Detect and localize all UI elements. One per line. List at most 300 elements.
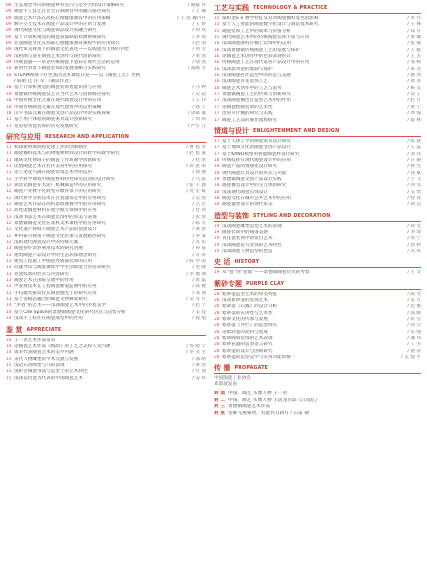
page-number: 11 [6, 176, 12, 182]
history-list [214, 270, 421, 276]
article-author: / 冯 亮 [407, 249, 421, 254]
page-number: 20 [214, 317, 220, 323]
article-title: 紫砂陶刻装饰的艺术表现 [222, 336, 273, 342]
article-title: “矛盾”的艺术——浅谈陶瓷艺术中的矛盾美学 [14, 303, 107, 309]
page-number: 13 [6, 252, 12, 258]
article-title: 紫砂壶的造型美学与实用功能的统一 [222, 355, 296, 361]
page-number: 16 [214, 85, 220, 91]
page-number: 20 [214, 298, 220, 304]
article-title: 论工笔花鸟画在陶瓷装饰艺术中的运用 [14, 170, 93, 176]
publisher-line: 中国陶瓷工业协会 [214, 376, 251, 382]
article-author: / 潘 伟 [407, 336, 421, 342]
cover-text: 望眸飞燕蒙幼，有此怀丑执月 / 石苗 敬 [228, 410, 310, 416]
section-subtitle: TECHNOLOGY & PRACTICE [253, 6, 328, 11]
page-number: 10 [6, 66, 12, 72]
page-number: 20 [214, 348, 220, 354]
article-title: 陶瓷工艺品的制作流程研究 [222, 117, 278, 123]
article-author: / 诸葛 诚 [187, 110, 206, 116]
page-number: 16 [214, 41, 220, 47]
page-number: 18 [214, 170, 220, 176]
article-title: 浅谈陶瓷花鸟装饰的艺术特色 [222, 242, 282, 248]
article-title: 景德镇传统陶瓷技艺在当代艺术与创新路径探究 [14, 91, 111, 97]
article-title: 龙泉窑青瓷装饰的历史发展研究 [14, 123, 79, 129]
page-number: 18 [214, 195, 220, 201]
left-column [6, 3, 206, 583]
article-title: 现代科学分析技术在古瓷器鉴定中的应用研究 [14, 195, 106, 201]
page-number: 10 [6, 98, 12, 104]
toc-entry[interactable] [6, 376, 206, 382]
article-title: 现代陶瓷灯具设计的形式与功能 [222, 170, 287, 176]
page-number: 09 [6, 15, 12, 21]
page-number: 19 [214, 249, 220, 254]
page-number: 11 [6, 170, 12, 176]
article-author: / 徐 丽 [192, 170, 206, 176]
page-number: 18 [214, 176, 220, 182]
page-number: 12 [6, 227, 12, 233]
page-number: 19 [214, 223, 220, 229]
article-author: / 孙 文 [407, 223, 421, 229]
article-title: 陶瓷产业数字化转型升级背景下的应用研究 [14, 189, 102, 195]
article-author: / 马 骁 [192, 176, 206, 182]
page-number: 12 [6, 189, 12, 195]
article-author: / 张 敏 [407, 41, 421, 47]
article-title: 汉字书法元素在陶瓷文创产品设计中的实践探索 [14, 110, 111, 116]
article-author: / 朱 杰 [407, 66, 421, 72]
section-header-styling [214, 212, 421, 222]
page-number: 15 [214, 35, 220, 41]
section-subtitle: HISTORY [234, 260, 260, 266]
article-author: / 李 瑶 [192, 34, 206, 40]
article-title: 浅谈以钧瓷为代表的中国陶瓷艺术 [14, 375, 83, 381]
article-title: 陶瓷艺术创作中的工艺与思考 [222, 85, 282, 91]
section-subtitle: STYLING AND DECORATION [253, 213, 331, 219]
article-title: 基于人体工学的陶瓷茶具设计研究 [222, 138, 291, 144]
page-number: 09 [6, 22, 12, 28]
article-author: / 王 婷 [192, 22, 206, 28]
page-number: 16 [214, 73, 220, 79]
article-author: / 孙 辰 [192, 246, 206, 252]
article-title: 陶瓷艺术在国际交流中的作用 [14, 278, 74, 284]
article-author: / 周 海 [407, 111, 421, 117]
article-title: 汝窑开片釉的研究与实践 [222, 111, 273, 117]
article-author: / 陈 中 雨 [186, 259, 206, 265]
article-author: / 王 杰 [407, 54, 421, 60]
article-title: 新时代背景下陶瓷装饰的发展策略与实践研究 [14, 66, 106, 72]
article-title: 基于KANO模型的智能陶瓷杯设计研究 [222, 151, 300, 157]
article-author: / 何 雯 [407, 183, 421, 189]
article-author: / 黄 涛 [407, 79, 421, 85]
page-number: 17 [214, 145, 220, 151]
section-title: 传 播 [214, 364, 231, 373]
page-number: 12 [6, 233, 12, 239]
page-number: 14 [6, 309, 12, 315]
article-author: / 黄 凯 [192, 362, 206, 368]
page-number: 16 [214, 66, 220, 72]
page-number: 20 [214, 323, 220, 329]
page-number: 13 [6, 259, 12, 265]
page-number: 18 [214, 202, 220, 208]
section-subtitle: RESEARCH AND APPLICATION [45, 134, 130, 140]
article-author: / 王 林 [407, 22, 421, 28]
article-title: 乡村振兴视角下陶瓷文化传承与发展路径研究 [14, 233, 106, 239]
page-number: 11 [6, 157, 12, 163]
page-number: 09 [6, 28, 12, 34]
article-title: 浅谈现代陶瓷首饰设计 [222, 189, 268, 195]
article-title: 论紫砂壶的泥料与烧成 [222, 329, 268, 335]
article-title: 紫砂壶《石瓢》的设计分析 [222, 304, 278, 310]
section-header-propagate [214, 364, 421, 374]
page-number: 15 [214, 16, 220, 21]
article-title: 浅析古陶瓷书法与造型上的艺术特色 [14, 369, 88, 375]
page-number: 11 [6, 163, 12, 169]
article-title: 生态理念导向的陶瓷材料室内与室外空间设计策略研究 [14, 3, 125, 8]
page-number: 15 [6, 369, 12, 375]
article-author: / 赵 思 嘉 [186, 151, 206, 157]
article-author: / 赵 宁 [192, 303, 206, 309]
article-title: 中国传统陶瓷元素在现代建筑中的运用策略 [14, 104, 102, 110]
article-title: 陶瓷产品的情感化设计研究 [222, 164, 278, 170]
article-author: / 钱 斌 [407, 170, 421, 176]
article-author: / 邵 刚 [407, 310, 421, 316]
section-subtitle: APPRECIATE [26, 327, 62, 333]
page-number: 13 [6, 278, 12, 284]
toc-entry[interactable] [214, 355, 421, 361]
purple-list [214, 292, 421, 362]
page-number: 13 [6, 265, 12, 271]
article-title: STEAM视域下红色基因美术课程开发——以《陶瓷工艺》为例 [14, 72, 140, 78]
page-number: 15 [214, 28, 220, 34]
article-author: / 倪 涛 [407, 348, 421, 354]
page-number: 13 [6, 297, 12, 303]
page-number: 09 [6, 60, 12, 66]
page-number: 18 [214, 157, 220, 163]
article-author: / 沈 宏 斌 [186, 189, 206, 195]
article-title: 小学科学课程中陶瓷材料特性探究活动的设计研究 [14, 176, 116, 182]
article-author: / 李 丹 [407, 16, 421, 21]
page-number: 17 [214, 104, 220, 110]
article-author: / 王 玲 [192, 98, 206, 104]
article-title: 浅谈陶瓷雕塑造型艺术的表现 [222, 223, 282, 229]
article-author: / 于 飞 [407, 176, 421, 182]
article-title: 景德镇陶瓷文创产品设计实践 [222, 176, 282, 182]
article-title: 浅谈陶瓷釉色在造型艺术中的作用 [222, 98, 291, 104]
article-title: 现代陶瓷艺术中的传统陶瓷装饰手法与应用 [222, 35, 310, 41]
section-header-research [6, 133, 206, 143]
toc-entry[interactable] [214, 249, 421, 255]
cover-entry [214, 411, 421, 418]
article-author: / 吴 凡 [407, 298, 421, 304]
page-number: 19 [214, 229, 220, 235]
article-title: 陶瓷釉料技术与药物缓释材料设计的跨学科教学研究 [14, 151, 120, 157]
article-author: / 何 岚 [192, 28, 206, 34]
article-author: / 蒋 雪 [407, 317, 421, 323]
section-header-purple [214, 280, 421, 290]
section-title: 史 话 [214, 258, 231, 267]
article-author: / 黄 智 [192, 227, 206, 233]
article-author: / 杨 光 [407, 164, 421, 170]
page-number: 16 [214, 47, 220, 53]
article-author: / 曹 程 华 [186, 144, 206, 150]
article-title: 论陶瓷绘画装饰的艺术性 [222, 104, 273, 110]
article-title: 基于计算机视觉的陶瓷表面缺陷检测系统研究 [14, 34, 106, 40]
article-author: / 黄 璐 [407, 35, 421, 41]
article-author: / 蔡 林 [407, 117, 421, 123]
page-number: 09 [6, 41, 12, 47]
article-title: 基于地域文化的陶瓷文创产品设计 [222, 145, 291, 151]
article-author: / 吴 非 凡 [186, 297, 206, 303]
article-author: / 黄 磊 [192, 278, 206, 284]
article-author: / 何 立 [407, 323, 421, 329]
article-author: / 吕 若 [192, 201, 206, 207]
article-title: 紫砂壶的实用性与艺术性 [222, 310, 273, 316]
article-author: / 程 旭 [192, 316, 206, 322]
page-number: 17 [214, 138, 220, 144]
article-author: / 杜 凯 [192, 157, 206, 163]
article-author: / 张 宇 涵 [186, 182, 206, 188]
section-subtitle: PROPAGATE [234, 366, 269, 372]
article-title: 从“瓷”到“瓷都”——景德镇陶瓷历史的考察 [222, 270, 310, 276]
article-author: / 许 静 [407, 157, 421, 163]
article-author: / 黄 凯 [192, 53, 206, 59]
page-number: 20 [214, 310, 220, 316]
page-number: 17 [214, 117, 220, 123]
article-title: 高性能陶瓷材料在航空航天领域中的应用 [14, 208, 97, 214]
article-author: / 王 媛 [407, 47, 421, 53]
article-author: / 郭 婷 [407, 242, 421, 248]
article-author: / 苏 乐 [192, 240, 206, 246]
article-title: 传统瓷器——试论传统陶瓷下瓷彩在现代生活的运用 [14, 60, 120, 66]
article-title: 民俗陶瓷艺术在社区美育中的应用探究 [14, 163, 93, 169]
page-number: 12 [6, 208, 12, 214]
article-title: 陶瓷手工技艺在非全日制教育中的融入路径探究 [14, 9, 111, 15]
page-number: 14 [6, 316, 12, 322]
article-author: / 陈 晨 [407, 138, 421, 144]
article-author: / 郭 宁 [192, 104, 206, 110]
page-number: 16 [214, 54, 220, 60]
page-number: 17 [214, 92, 220, 98]
article-title: 陶瓷器型设计的现代审美 [222, 202, 273, 208]
article-title: 浅谈陶瓷青花装饰工艺 [222, 79, 268, 85]
article-title: 浅谈影青瓷的烧制与保护 [222, 66, 273, 72]
section-header-enlight [214, 127, 421, 137]
article-author: / 李 成 [192, 233, 206, 239]
toc-entry[interactable] [214, 202, 421, 208]
article-title: 浅谈陶瓷人物造型的塑造 [222, 249, 273, 254]
page-number: 16 [214, 60, 220, 66]
article-title: 传统纹样在现代陶瓷设计中的应用 [222, 157, 291, 163]
page-number: 18 [214, 164, 220, 170]
article-author: / 吴 滢 [192, 309, 206, 315]
article-author: / 王 蕊 [407, 145, 421, 151]
page-number: 15 [6, 362, 12, 368]
article-title: 探析金矿矿物学特征及其对陶瓷釉料发色的影响 [222, 16, 319, 21]
left-top-list [6, 3, 206, 130]
section-subtitle: ENLIGHTENMENT AND DESIGN [253, 128, 340, 134]
article-author: / 吴 超 [192, 91, 206, 97]
page-number: 14 [6, 337, 12, 343]
article-title: 浅析陶与瓷在陶瓷艺术创作与现代创新探究 [14, 53, 102, 59]
cover-text: 中国、陶艺 头像人物 王一君 [228, 391, 288, 397]
cover-text: 景德镇陶瓷艺术作品 [228, 404, 271, 410]
article-title: 论陶瓷艺术创作中的色彩表现形式 [222, 54, 291, 60]
appreciate-list [6, 338, 206, 382]
toc-entry[interactable] [214, 118, 421, 124]
article-author: / 马 婷 [192, 85, 206, 91]
page-number: 13 [6, 290, 12, 296]
article-author: / 吴 怡 [407, 189, 421, 195]
page-number: 13 [6, 284, 12, 290]
article-author: / 刘 伟 [407, 151, 421, 157]
page-number: 11 [6, 117, 12, 123]
page-number: 17 [214, 111, 220, 117]
article-author: / 刘 洁 [407, 202, 421, 208]
article-author: / 郑晓 芳 [187, 66, 206, 72]
section-header-history [214, 258, 421, 268]
article-author: / 王 文 [407, 270, 421, 276]
cover-label: 封 二 [214, 397, 226, 403]
article-title: 文化遗产视域下陶瓷艺术产品的创意设计 [14, 227, 97, 233]
article-author: / 陈 芳 [192, 221, 206, 226]
page-number: 12 [6, 201, 12, 207]
page-number: 14 [6, 303, 12, 309]
section-title: 研究与应用 [6, 132, 41, 141]
article-author: / 廖 冰 [407, 73, 421, 79]
publisher-line: 邓韵波发表 [214, 382, 237, 388]
page-number: 10 [6, 110, 12, 116]
page-number: 19 [214, 270, 220, 276]
article-author: / 王 超 魏丹丹 [177, 15, 206, 21]
tech-list [214, 16, 421, 124]
article-title: 浅析现代陶瓷设计中的传统元素 [14, 240, 79, 246]
article-author: / 郑 丹 [407, 28, 421, 34]
article-title: / 陈娟 佳 汪 军 （通讯作者） [14, 79, 74, 85]
page-number: 12 [6, 240, 12, 246]
page-number: 14 [6, 343, 12, 349]
article-author: / 方 涛 [192, 252, 206, 258]
page-number: 17 [214, 98, 220, 104]
section-title: 造型与装饰 [214, 211, 249, 220]
page-number: 12 [6, 221, 12, 226]
article-title: 陶瓷文化在城市公共艺术中的应用 [222, 195, 291, 201]
article-title: 紫砂文化的传承与发展 [222, 317, 268, 323]
section-header-appreciate [6, 326, 206, 336]
article-author: / 黄 宁 [407, 104, 421, 110]
article-author: / 杨 昊 [407, 85, 421, 91]
article-author: / 刘 思 萌 [186, 163, 206, 169]
article-title: 陶瓷艺术疗法在高校心理健康教育中的应用策略 [14, 15, 111, 21]
article-author: / 安 科 [192, 375, 206, 381]
page-number: 09 [6, 9, 12, 15]
cover-info [214, 391, 421, 417]
article-author: / 程 真 [407, 195, 421, 201]
article-author: / 金 晓 [192, 265, 206, 271]
article-title: 现代审美视角下的陶瓷文化表达——以陶瓷为主体的手绘 [14, 47, 129, 53]
page-number: 16 [214, 79, 220, 85]
article-title: 谈荣代表陶瓷艺术的美学内涵 [14, 350, 74, 356]
article-title: 紫砂花器的造型语言研究 [222, 342, 273, 348]
page-number: 19 [214, 242, 220, 248]
article-author: / 李 琦 [407, 229, 421, 235]
page-number: 20 [214, 355, 220, 361]
page-number: 20 [214, 291, 220, 297]
article-title: 基于人工智能的陶瓷数字化设计与制造技术研究 [222, 22, 319, 28]
article-author: / 赵 月 [407, 98, 421, 104]
page-number: 19 [214, 236, 220, 242]
page-number: 20 [214, 342, 220, 348]
page-number: 13 [6, 271, 12, 277]
article-author: / 陈 冬 [407, 291, 421, 297]
article-author: / 邵 晴 [192, 356, 206, 362]
article-author: / 丁 杰 [407, 342, 421, 348]
article-title: 基于用户体验的陶瓷茶具设计创新研究 [14, 117, 93, 123]
article-title: 陶瓷装饰中的线条美感 [222, 229, 268, 235]
page-number: 11 [6, 144, 12, 150]
page-number: 12 [6, 214, 12, 220]
article-title: 论陶瓷艺术作品《梅韵》的工艺之美和人文内涵 [14, 343, 111, 349]
article-author: / 甘 翔 [192, 369, 206, 375]
page-number: 09 [6, 34, 12, 40]
section-title: 紫砂专题 [214, 279, 242, 288]
article-title: 浅谈手工拉坯在陶瓷成型中的作用 [14, 316, 83, 322]
article-title: 浅谈书法艺术在陶瓷装饰中的审美与表现 [14, 214, 97, 220]
page-number: 10 [6, 85, 12, 91]
article-author: / 李 驰 洲 [186, 271, 206, 277]
page-number: 11 [6, 151, 12, 157]
article-title: 问题导向与陶瓷课程中学生创新能力的培养研究 [14, 265, 111, 271]
article-author: / 史 强 [407, 329, 421, 335]
page-number: 18 [214, 183, 220, 189]
article-author: / 赵 羽 [192, 41, 206, 47]
section-header-tech [214, 4, 421, 14]
section-subtitle: PURPLE CLAY [246, 281, 285, 287]
page-number: 08 [6, 3, 12, 8]
page-number: 15 [214, 22, 220, 28]
article-title: 景德镇陶瓷文化在高校美术课程中的应用研究 [14, 221, 106, 226]
page-number: 20 [214, 336, 220, 342]
article-title: 非遗陶瓷文化在高职心理健康教育课程中的应用探究 [14, 41, 120, 47]
article-title: 紫砂壶的设计与创新研究 [222, 348, 273, 354]
section-title: 鉴 赏 [6, 325, 23, 334]
article-author: / 章 子 [407, 92, 421, 98]
article-title: 建筑工程施工中陶瓷外墙面装饰的应用 [14, 259, 93, 265]
page-number: 10 [6, 104, 12, 110]
enlight-list [214, 139, 421, 209]
section-title: 情道与设计 [214, 126, 249, 135]
page-number: 10 [6, 72, 12, 78]
page-number: 18 [214, 189, 220, 195]
article-title: 陶瓷艺术作品在高校思政课教学中的应用研究 [14, 201, 106, 207]
cover-label: 封 三 [214, 404, 226, 410]
toc-entry[interactable] [6, 316, 206, 322]
article-author: / 熊媛 丹 [187, 3, 206, 8]
page-number: 20 [214, 329, 220, 335]
article-title: 中国传统文化元素在现代陶瓷设计中的应用 [14, 98, 102, 104]
article-title: 建筑陶瓷产品设计中的生态环保理念研究 [14, 252, 97, 258]
article-author: / 付 剑 [192, 208, 206, 214]
publisher-info [214, 376, 421, 388]
article-title: 现代陶瓷文化与陶瓷饰品设计的融合研究 [14, 28, 97, 34]
article-title: 数字交互技术在陶瓷产品设计中的应用与发展 [14, 22, 106, 28]
page-number: 09 [6, 47, 12, 53]
article-author: / 李 笑 生 [186, 350, 206, 356]
article-title: 紫砂壶造型艺术的审美特征 [222, 291, 278, 297]
article-title: 基于Cite Space的景德镇陶瓷文化研究热点与趋势分析 [14, 309, 126, 315]
toc-entry[interactable] [6, 124, 206, 130]
article-title: 基于多模态融合的陶瓷文物修复研究 [14, 297, 88, 303]
toc-entry[interactable] [214, 270, 421, 276]
research-list [6, 145, 206, 323]
article-author: / 张 凯 [192, 214, 206, 220]
